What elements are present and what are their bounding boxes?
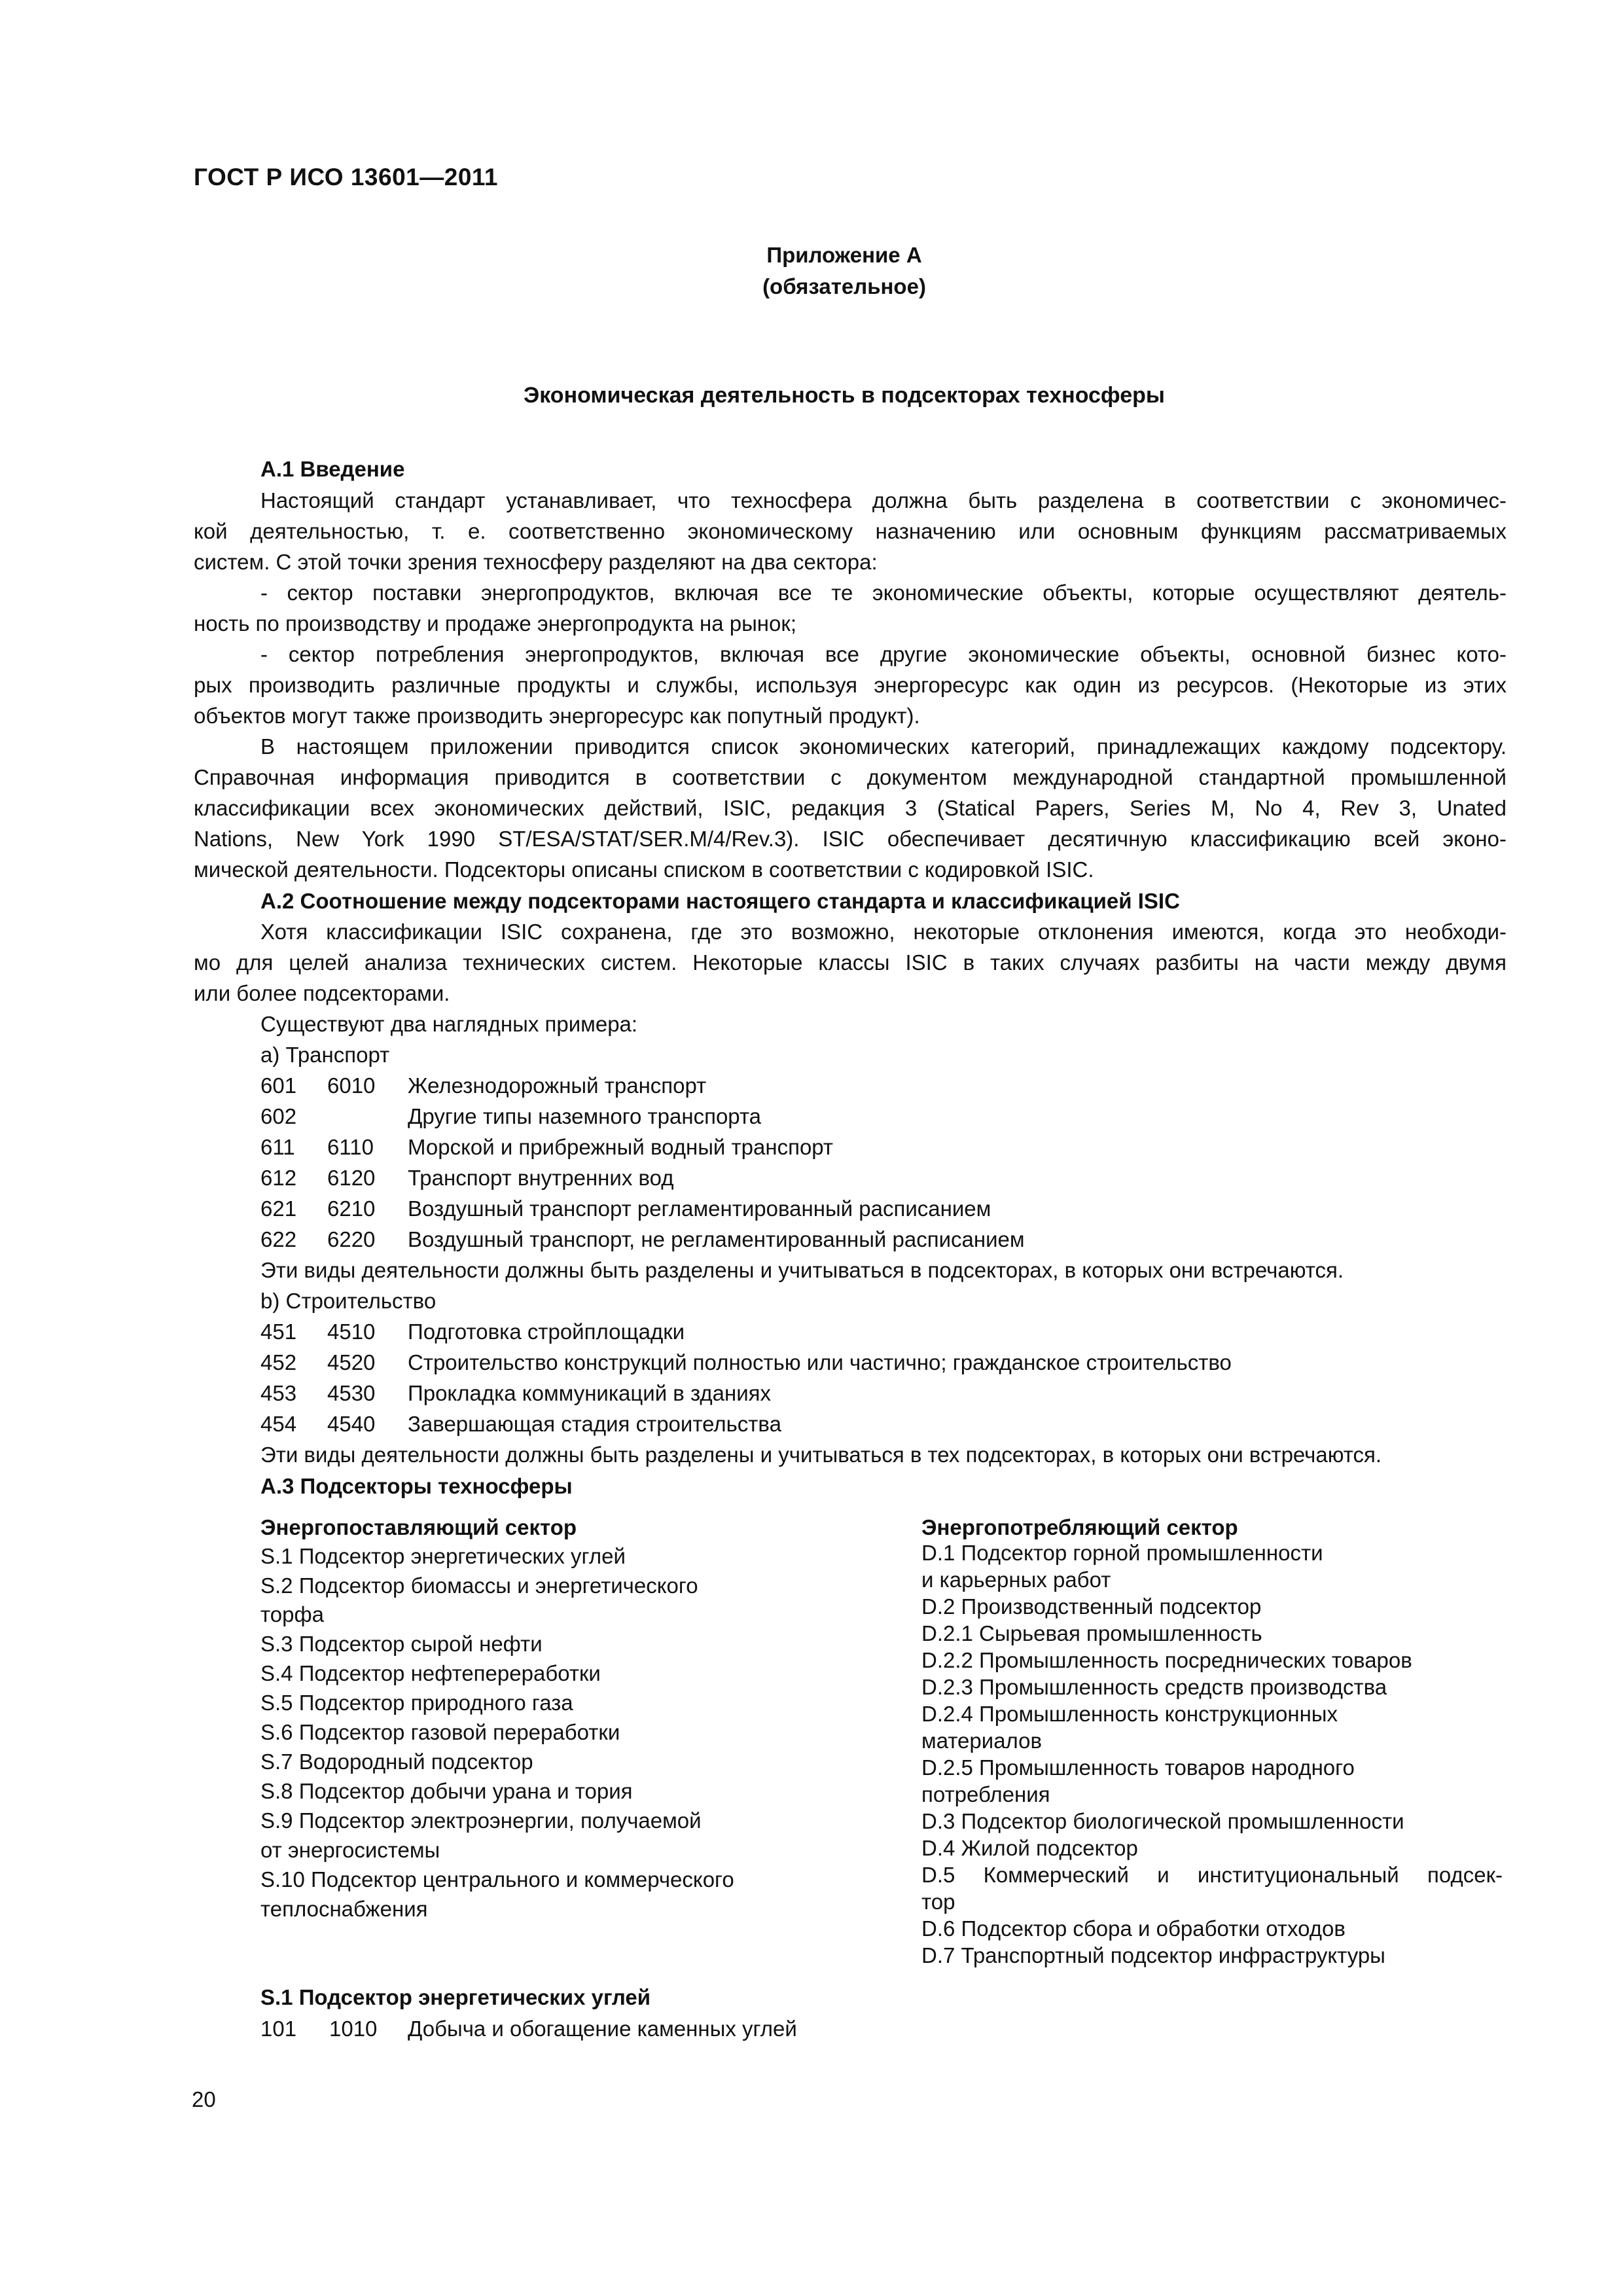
list-item: S.8 Подсектор добычи урана и тория — [260, 1779, 633, 1803]
a1-p2-line2: ность по производству и продаже энергопродукта на рынок; — [194, 611, 796, 636]
code-primary: 612 — [260, 1166, 297, 1190]
list-item: D.5 Коммерческий и институциональный подсек- — [921, 1863, 1503, 1887]
consumption-sector-heading: Энергопотребляющий сектор — [921, 1515, 1238, 1539]
a2-p2: Существуют два наглядных примера: — [260, 1012, 638, 1036]
item-text: Транспорт внутренних вод — [408, 1166, 674, 1190]
a1-p4-line5: мической деятельности. Подсекторы описаны списком в соответствии с кодировкой ISIC. — [194, 857, 1094, 882]
list-item: D.7 Транспортный подсектор инфраструктуры — [921, 1943, 1385, 1967]
list-item: D.2 Производственный подсектор — [921, 1594, 1262, 1619]
list-item: D.2.4 Промышленность конструкционных — [921, 1702, 1338, 1726]
list-item: потребления — [921, 1782, 1050, 1806]
item-text: Прокладка коммуникаций в зданиях — [408, 1381, 772, 1405]
list-item: S.1 Подсектор энергетических углей — [260, 1544, 626, 1568]
item-text: Морской и прибрежный водный транспорт — [408, 1135, 834, 1159]
a1-p4-line3: классификации всех экономических действий, ISIC, редакция 3 (Statical Papers, Series M, No 4, Rev 3, Unated — [194, 796, 1507, 820]
document-header: ГОСТ Р ИСО 13601—2011 — [194, 164, 499, 190]
list-item: S.2 Подсектор биомассы и энергетического — [260, 1573, 698, 1598]
list-item: S.6 Подсектор газовой переработки — [260, 1720, 620, 1744]
item-text: Добыча и обогащение каменных углей — [408, 2017, 797, 2041]
section-a3-heading: А.3 Подсекторы техносферы — [260, 1474, 573, 1498]
a1-p4-line1: В настоящем приложении приводится список экономических категорий, принадлежащих каждому подсектору. — [260, 734, 1507, 759]
list-item: D.2.5 Промышленность товаров народного — [921, 1755, 1355, 1780]
a1-p3-line1: - сектор потребления энергопродуктов, включая все другие экономические объекты, основной бизнес кото- — [260, 642, 1507, 666]
transport-label: a) Транспорт — [260, 1043, 390, 1067]
code-primary: 611 — [260, 1135, 295, 1159]
code-isic: 6120 — [327, 1166, 376, 1190]
a1-p3-line2: рых производить различные продукты и службы, используя энергоресурс как один из ресурсов. (Некоторые из этих — [194, 673, 1507, 697]
list-item: D.6 Подсектор сбора и обработки отходов — [921, 1916, 1346, 1941]
a2-p1-line3: или более подсекторами. — [194, 981, 450, 1005]
code-isic: 6220 — [327, 1227, 376, 1251]
code-primary: 602 — [260, 1104, 297, 1128]
list-item: D.3 Подсектор биологической промышленности — [921, 1809, 1404, 1833]
list-item: материалов — [921, 1729, 1043, 1753]
list-item: S.9 Подсектор электроэнергии, получаемой — [260, 1808, 702, 1833]
list-item: D.2.1 Сырьевая промышленность — [921, 1621, 1262, 1645]
code-isic: 6110 — [327, 1135, 374, 1159]
code-primary: 453 — [260, 1381, 297, 1405]
item-text: Завершающая стадия строительства — [408, 1412, 781, 1436]
a1-p4-line4: Nations, New York 1990 ST/ESA/STAT/SER.M/4/Rev.3). ISIC обеспечивает десятичную классификацию всей эконо- — [194, 827, 1507, 851]
code-isic: 4540 — [327, 1412, 376, 1436]
annex-line1: Приложение А — [766, 243, 922, 267]
code-isic: 4530 — [327, 1381, 376, 1405]
code-primary: 622 — [260, 1227, 297, 1251]
list-item: D.2.3 Промышленность средств производства — [921, 1675, 1387, 1699]
code-isic: 4520 — [327, 1350, 376, 1374]
list-item: S.5 Подсектор природного газа — [260, 1691, 573, 1715]
code-isic: 6210 — [327, 1196, 376, 1221]
transport-note: Эти виды деятельности должны быть разделены и учитываться в подсекторах, в которых они встречаются. — [260, 1258, 1344, 1282]
list-item: и карьерных работ — [921, 1568, 1111, 1592]
code-primary: 454 — [260, 1412, 297, 1436]
code-isic: 6010 — [327, 1073, 376, 1098]
page-number: 20 — [192, 2087, 216, 2111]
annex-line2: (обязательное) — [762, 274, 926, 298]
supply-sector-heading: Энергопоставляющий сектор — [260, 1515, 577, 1539]
a1-p4-line2: Справочная информация приводится в соответствии с документом международной стандартной промышленной — [194, 765, 1507, 789]
item-text: Строительство конструкций полностью или частично; гражданское строительство — [408, 1350, 1232, 1374]
list-item: D.2.2 Промышленность посреднических товаров — [921, 1648, 1412, 1672]
item-text: Подготовка стройплощадки — [408, 1319, 685, 1344]
list-item: S.10 Подсектор центрального и коммерческого — [260, 1867, 734, 1892]
code-isic: 1010 — [329, 2017, 378, 2041]
item-text: Воздушный транспорт регламентированный расписанием — [408, 1196, 991, 1221]
list-item: S.4 Подсектор нефтепереработки — [260, 1661, 601, 1685]
a1-p2-line1: - сектор поставки энергопродуктов, включая все те экономические объекты, которые осуществляют деятель- — [260, 581, 1507, 605]
list-item: тор — [921, 1890, 955, 1914]
a1-p1-line1: Настоящий стандарт устанавливает, что техносфера должна быть разделена в соответствии с экономичес- — [260, 488, 1507, 512]
a2-p1-line1: Хотя классификации ISIC сохранена, где это возможно, некоторые отклонения имеются, когда это необходи- — [260, 920, 1507, 944]
code-primary: 451 — [260, 1319, 297, 1344]
code-isic: 4510 — [327, 1319, 376, 1344]
list-item: S.3 Подсектор сырой нефти — [260, 1632, 543, 1656]
code-primary: 452 — [260, 1350, 297, 1374]
list-item: D.1 Подсектор горной промышленности — [921, 1541, 1323, 1565]
list-item: теплоснабжения — [260, 1897, 428, 1921]
item-text: Другие типы наземного транспорта — [408, 1104, 762, 1128]
a1-p3-line3: объектов могут также производить энергоресурс как попутный продукт). — [194, 704, 920, 728]
annex-title: Экономическая деятельность в подсекторах техносферы — [524, 383, 1165, 408]
list-item: от энергосистемы — [260, 1838, 440, 1862]
item-text: Железнодорожный транспорт — [408, 1073, 707, 1098]
list-item: S.7 Водородный подсектор — [260, 1749, 533, 1774]
s1-heading: S.1 Подсектор энергетических углей — [260, 1985, 651, 2009]
section-a1-heading: А.1 Введение — [260, 457, 405, 481]
a1-p1-line2: кой деятельностью, т. е. соответственно экономическому назначению или основным функциям рассматриваемых — [194, 519, 1507, 543]
a2-p1-line2: мо для целей анализа технических систем. Некоторые классы ISIC в таких случаях разбиты на части между двумя — [194, 950, 1507, 975]
a1-p1-line3: систем. С этой точки зрения техносферу разделяют на два сектора: — [194, 550, 878, 574]
construction-note: Эти виды деятельности должны быть разделены и учитываться в тех подсекторах, в которых они встречаются. — [260, 1443, 1382, 1467]
construction-label: b) Строительство — [260, 1289, 437, 1313]
code-primary: 101 — [260, 2017, 297, 2041]
annex-label — [0, 240, 1623, 302]
list-item: D.4 Жилой подсектор — [921, 1836, 1138, 1860]
list-item: торфа — [260, 1602, 324, 1626]
section-a2-heading: А.2 Соотношение между подсекторами настоящего стандарта и классификацией ISIC — [260, 889, 1180, 913]
code-primary: 621 — [260, 1196, 297, 1221]
code-primary: 601 — [260, 1073, 297, 1098]
item-text: Воздушный транспорт, не регламентированный расписанием — [408, 1227, 1025, 1251]
